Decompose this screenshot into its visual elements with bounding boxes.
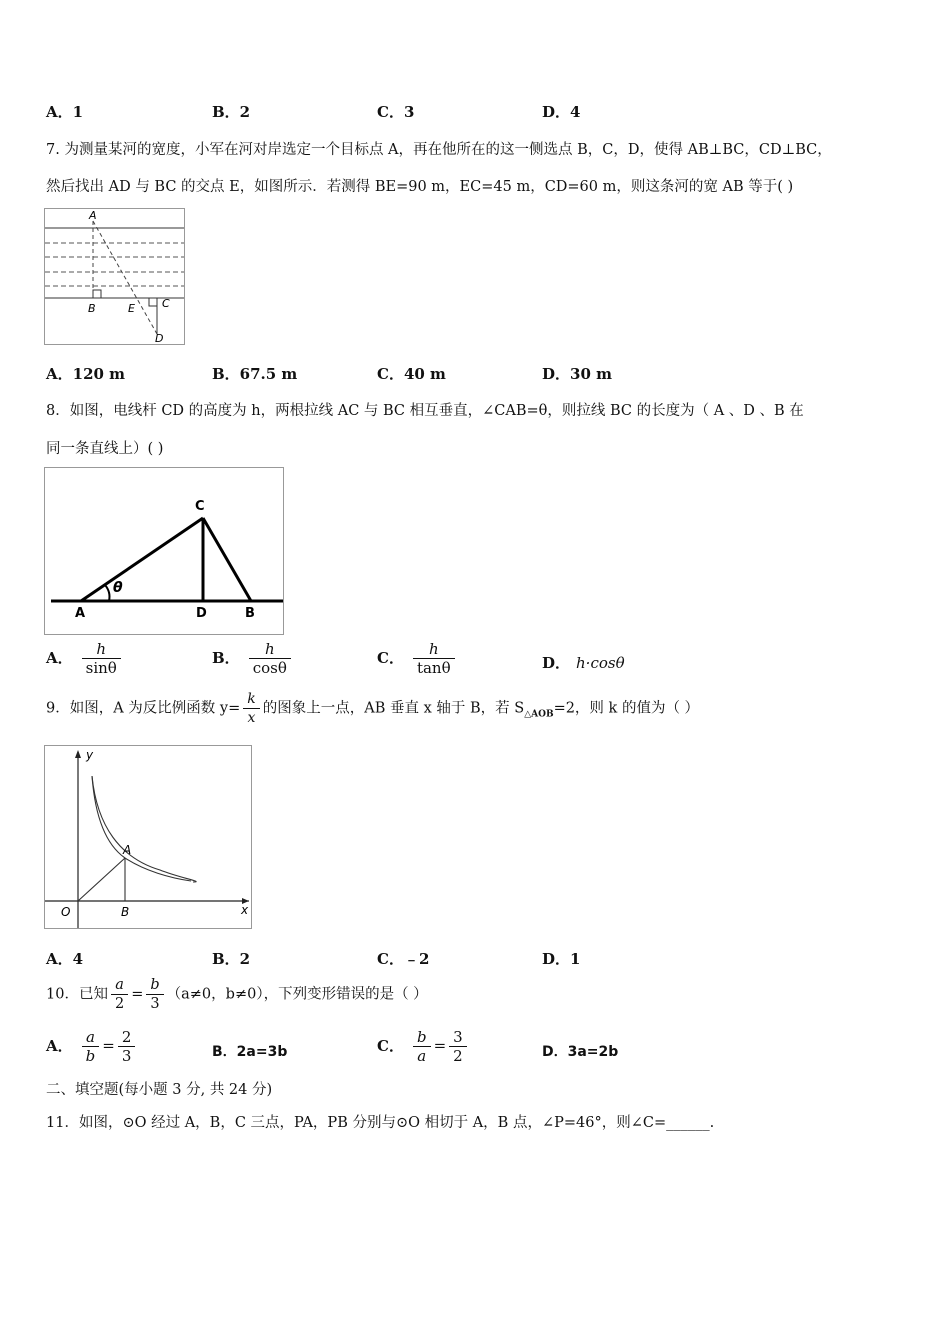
q9-label-b: B (121, 905, 130, 919)
q9-option-a: A．4 (46, 950, 84, 968)
q8-option-b-label: B． (212, 648, 240, 667)
q10-option-b: B．2a=3b (212, 1044, 288, 1060)
q8-option-a (46, 640, 124, 677)
q10-eq: = (131, 986, 144, 1003)
q11-text: 11．如图，⊙O 经过 A，B，C 三点，PA，PB 分别与⊙O 相切于 A，B 点，∠P=46°，则∠C=______. (46, 1115, 715, 1131)
q8-label-a: A (75, 606, 86, 621)
q7-label-c: C (162, 297, 170, 310)
q10-option-d: D．3a=2b (542, 1044, 619, 1060)
q7-text-line1: 7. 为测量某河的宽度，小军在河对岸选定一个目标点 A，再在他所在的这一侧选点 B，C，D，使得 AB⊥BC，CD⊥BC， (46, 142, 832, 158)
q7-text-line2: 然后找出 AD 与 BC 的交点 E，如图所示．若测得 BE=90 m，EC=45 m，CD=60 m，则这条河的宽 AB 等于( ) (46, 179, 794, 195)
q9-suffix: 的图象上一点，AB 垂直 x 轴于 B，若 S (262, 700, 525, 717)
q10-f2-den: 3 (150, 996, 160, 1012)
q10-c-n1: b (413, 1028, 431, 1047)
q9-prefix: 9．如图，A 为反比例函数 y= (46, 700, 241, 717)
q7-option-a: A．120 m (46, 365, 126, 383)
q10-a-n1: a (82, 1028, 100, 1047)
q8-label-c: C (195, 499, 205, 514)
q8-text-line2: 同一条直线上）( ) (46, 441, 164, 457)
q10-text (46, 976, 428, 1013)
q8-b-den: cosθ (252, 659, 287, 677)
q7-option-b: B．67.5 m (212, 365, 298, 383)
q8-b-num: h (249, 640, 291, 659)
q8-text-line1: 8．如图，电线杆 CD 的高度为 h，两根拉线 AC 与 BC 相互垂直，∠CAB=θ，则拉线 BC 的长度为（ A 、D 、B 在 (46, 403, 804, 419)
q8-label-d: D (196, 606, 207, 621)
q10-f2-num: b (146, 976, 163, 995)
q10-c-label: C． (377, 1036, 404, 1055)
q10-suffix: （a≠0，b≠0），下列变形错误的是（ ） (166, 986, 428, 1003)
q8-a-den: sinθ (85, 659, 117, 677)
q7-river-figure (44, 208, 185, 345)
q10-a-n2: 2 (118, 1028, 136, 1047)
q9-option-b: B．2 (212, 950, 251, 968)
q9-end: =2，则 k 的值为（ ） (553, 700, 700, 717)
q8-a-num: h (82, 640, 121, 659)
q8-c-num: h (413, 640, 455, 659)
q10-c-n2: 3 (449, 1028, 467, 1047)
q8-pole-figure (44, 467, 284, 635)
q9-label-a: A (123, 843, 132, 857)
q6-option-d: D．4 (542, 103, 581, 121)
q9-option-d: D．1 (542, 950, 581, 968)
q9-label-o: O (61, 905, 71, 919)
q10-option-c: C． $\frac{b}{a}$ = $\frac{3}{2}$ (377, 1028, 470, 1065)
q8-option-a-label: A． (46, 648, 73, 667)
q10-option-a: A． $\frac{a}{b}$ = $\frac{2}{3}$ (46, 1028, 138, 1065)
q8-c-den: tanθ (416, 659, 451, 677)
section-2-heading: 二、填空题(每小题 3 分, 共 24 分) (46, 1082, 273, 1098)
q8-label-b: B (245, 606, 255, 621)
q7-option-d: D．30 m (542, 365, 612, 383)
q10-f1-num: a (111, 976, 128, 995)
q9-option-c: C．﹣2 (377, 950, 430, 968)
q8-option-b (212, 640, 294, 677)
q10-a-d1: b (85, 1047, 96, 1065)
q10-f1-den: 2 (114, 996, 125, 1012)
q10-c-d2: 2 (453, 1047, 463, 1065)
q6-option-c: C．3 (377, 103, 415, 121)
q9-label-y: y (86, 748, 94, 762)
q8-option-c-label: C． (377, 648, 404, 667)
q7-label-e: E (128, 302, 135, 315)
q9-frac-den: x (247, 710, 256, 726)
q8-d-expr: h·cosθ (576, 654, 625, 672)
q7-option-c: C．40 m (377, 365, 446, 383)
q8-option-d-label: D． (542, 654, 571, 672)
q8-option-c (377, 640, 458, 677)
q7-label-b: B (88, 302, 96, 315)
q9-hyperbola-figure (44, 745, 252, 929)
q10-a-d2: 3 (121, 1047, 132, 1065)
q10-a-label: A． (46, 1036, 73, 1055)
q9-sub: △AOB (524, 709, 554, 720)
q9-label-x: x (241, 903, 249, 917)
q7-label-d: D (155, 332, 164, 344)
q6-option-a: A．1 (46, 103, 84, 121)
q9-frac-num: k (243, 690, 259, 709)
q6-option-b: B．2 (212, 103, 251, 121)
q9-text (46, 690, 699, 727)
q7-label-a: A (89, 209, 97, 222)
q8-label-theta: θ (113, 580, 123, 596)
q8-option-d (542, 652, 625, 673)
q10-prefix: 10．已知 (46, 986, 108, 1003)
q10-c-d1: a (417, 1047, 427, 1065)
